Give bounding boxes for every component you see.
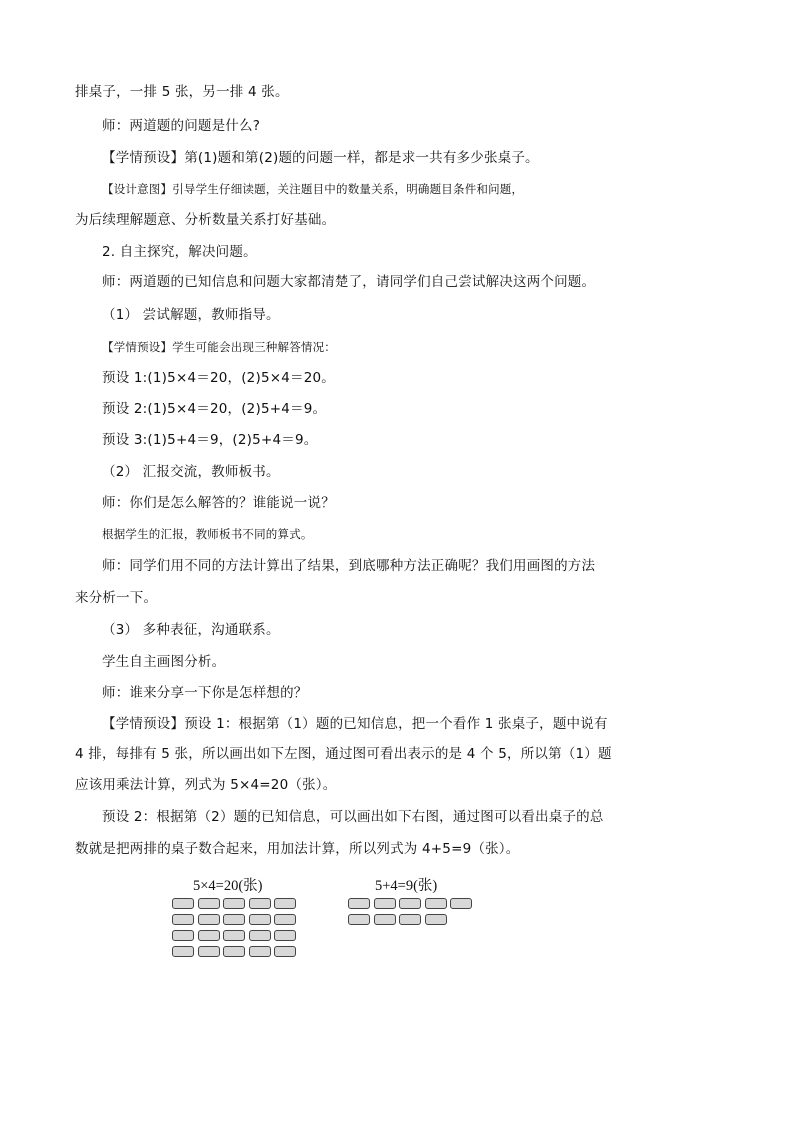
desk-icon — [274, 898, 296, 909]
desk-icon — [274, 914, 296, 925]
desk-icon — [249, 914, 271, 925]
desk-icon — [172, 946, 194, 957]
text-line: 【学情预设】第(1)题和第(2)题的问题一样，都是求一共有多少张桌子。 — [102, 150, 539, 166]
left-figure-formula: 5×4=20(张) — [193, 878, 263, 894]
text-line: 【设计意图】引导学生仔细读题，关注题目中的数量关系，明确题目条件和问题， — [102, 182, 524, 196]
text-line: 预设 3:(1)5+4＝9，(2)5+4＝9。 — [102, 432, 318, 448]
text-line: 来分析一下。 — [75, 590, 158, 606]
desk-icon — [172, 930, 194, 941]
desk-icon — [198, 898, 220, 909]
desk-icon — [399, 914, 421, 925]
text-line: 数就是把两排的桌子数合起来，用加法计算，所以列式为 4+5=9（张）。 — [75, 841, 520, 857]
desk-icon — [223, 946, 245, 957]
desk-icon — [450, 898, 472, 909]
desk-icon — [348, 898, 370, 909]
desk-icon — [172, 914, 194, 925]
desk-icon — [425, 914, 447, 925]
sub-heading: （2） 汇报交流，教师板书。 — [102, 464, 280, 480]
text-line: 为后续理解题意、分析数量关系打好基础。 — [75, 212, 336, 228]
text-line: 学生自主画图分析。 — [102, 654, 226, 670]
text-line: 师：谁来分享一下你是怎样想的？ — [102, 685, 308, 701]
desk-icon — [198, 930, 220, 941]
text-line: 【学情预设】学生可能会出现三种解答情况： — [102, 340, 336, 354]
desk-icon — [172, 898, 194, 909]
desk-icon — [274, 930, 296, 941]
desk-icon — [399, 898, 421, 909]
desk-icon — [249, 898, 271, 909]
text-line: 应该用乘法计算，列式为 5×4=20（张）。 — [75, 777, 337, 793]
section-heading: 2. 自主探究，解决问题。 — [102, 244, 257, 260]
sub-heading: （3） 多种表征，沟通联系。 — [102, 622, 280, 638]
desk-icon — [274, 946, 296, 957]
desk-icon — [425, 898, 447, 909]
text-line: 师：两道题的已知信息和问题大家都清楚了，请同学们自己尝试解决这两个问题。 — [102, 274, 596, 290]
text-line: 预设 2：根据第（2）题的已知信息，可以画出如下右图，通过图可以看出桌子的总 — [102, 809, 604, 825]
text-line: 根据学生的汇报，教师板书不同的算式。 — [102, 527, 313, 541]
text-line: 师：两道题的问题是什么? — [102, 118, 261, 134]
text-line: 4 排，每排有 5 张，所以画出如下左图，通过图可看出表示的是 4 个 5，所以第（1）题 — [75, 746, 612, 762]
sub-heading: （1） 尝试解题，教师指导。 — [102, 307, 280, 323]
text-line: 师：同学们用不同的方法计算出了结果，到底哪种方法正确呢？我们用画图的方法 — [102, 558, 596, 574]
text-line: 师：你们是怎么解答的？谁能说一说？ — [102, 495, 335, 511]
desk-icon — [223, 898, 245, 909]
desk-icon — [374, 914, 396, 925]
right-figure-formula: 5+4=9(张) — [375, 878, 438, 894]
text-line: 排桌子，一排 5 张，另一排 4 张。 — [75, 84, 289, 100]
text-line: 预设 1:(1)5×4＝20，(2)5×4＝20。 — [102, 370, 336, 386]
desk-icon — [198, 914, 220, 925]
desk-icon — [223, 914, 245, 925]
text-line: 预设 2:(1)5×4＝20，(2)5+4＝9。 — [102, 401, 327, 417]
desk-icon — [198, 946, 220, 957]
desk-icon — [374, 898, 396, 909]
desk-icon — [348, 914, 370, 925]
desk-icon — [249, 930, 271, 941]
text-line: 【学情预设】预设 1：根据第（1）题的已知信息，把一个看作 1 张桌子，题中说有 — [102, 716, 608, 732]
desk-icon — [223, 930, 245, 941]
desk-icon — [249, 946, 271, 957]
